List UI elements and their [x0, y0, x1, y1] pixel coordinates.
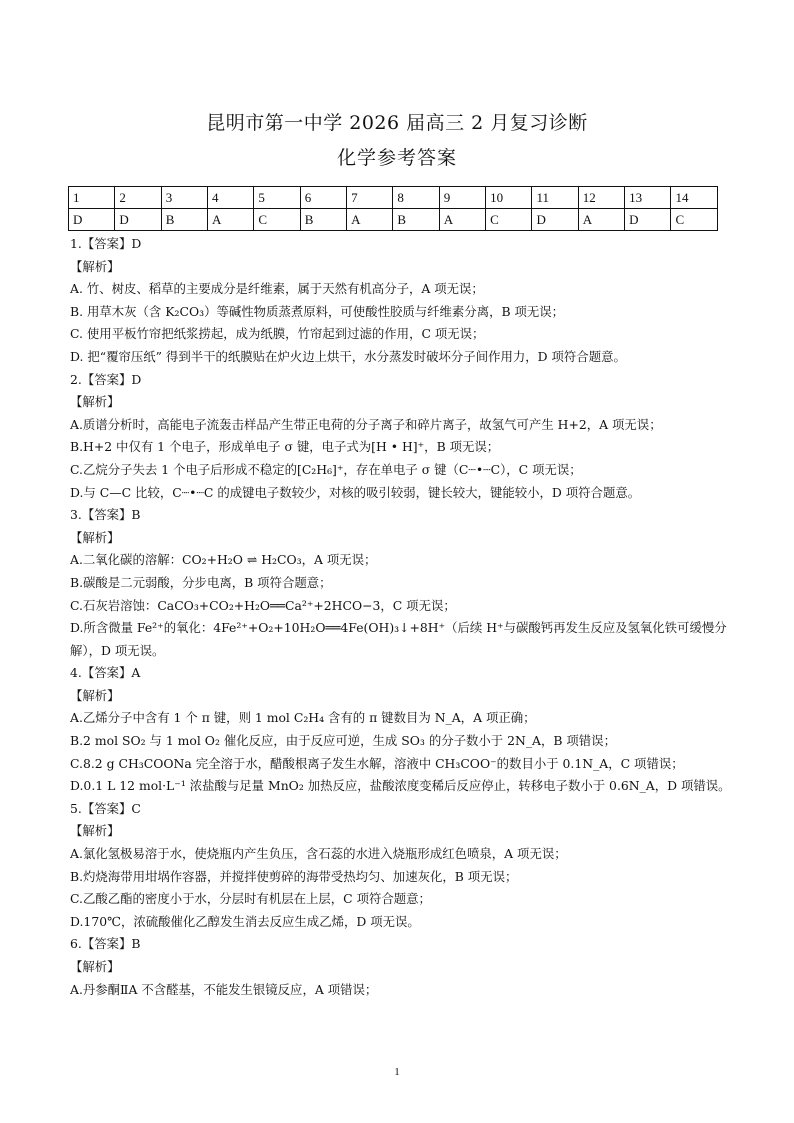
analysis-heading: 【解析】	[70, 394, 120, 410]
answer-heading: 5.【答案】C	[70, 800, 141, 816]
question-number: 7	[347, 187, 393, 209]
explanation-line: C.8.2 g CH₃COONa 完全溶于水，醋酸根离子发生水解，溶液中 CH₃COO⁻的数目小于 0.1N_A，C 项错误；	[70, 755, 684, 771]
question-number: 6	[300, 187, 346, 209]
answer-cell: D	[532, 209, 578, 231]
explanation-line: B.碳酸是二元弱酸，分步电离，B 项符合题意；	[70, 574, 332, 590]
explanation-line: C. 使用平板竹帘把纸浆捞起，成为纸膜，竹帘起到过滤的作用，C 项无误；	[70, 326, 485, 342]
page-number: 1	[394, 1066, 400, 1078]
answer-cell: C	[254, 209, 300, 231]
explanation-line: C.乙烷分子失去 1 个电子后形成不稳定的[C₂H₆]⁺，存在单电子 σ 键（C┈•┈C），C 项无误；	[70, 461, 582, 477]
answer-explanations	[70, 233, 732, 1001]
explanation-line: C.石灰岩溶蚀：CaCO₃+CO₂+H₂O══Ca²⁺+2HCO−3，C 项无误；	[70, 597, 456, 613]
answer-cell: A	[578, 209, 624, 231]
answer-cell: B	[393, 209, 439, 231]
question-number: 4	[208, 187, 254, 209]
explanation-line: C.乙酸乙酯的密度小于水，分层时有机层在上层，C 项符合题意；	[70, 891, 431, 907]
answer-cell: D	[625, 209, 671, 231]
question-number: 2	[115, 187, 161, 209]
question-number: 11	[532, 187, 578, 209]
explanation-line: B. 用草木灰（含 K₂CO₃）等碱性物质蒸煮原料，可使酸性胶质与纤维素分离，B 项无误；	[70, 303, 565, 319]
explanation-line: B.2 mol SO₂ 与 1 mol O₂ 催化反应，由于反应可逆，生成 SO₃ 的分子数小于 2N_A，B 项错误；	[70, 733, 616, 749]
answer-cell: A	[439, 209, 485, 231]
explanation-line: A.二氧化碳的溶解：CO₂+H₂O ⇌ H₂CO₃，A 项无误；	[70, 552, 377, 568]
answer-heading: 1.【答案】D	[70, 236, 142, 251]
analysis-heading: 【解析】	[70, 529, 120, 545]
analysis-heading: 【解析】	[70, 258, 120, 274]
question-number: 14	[671, 187, 718, 209]
explanation-line: A. 竹、树皮、稻草的主要成分是纤维素，属于天然有机高分子，A 项无误；	[70, 281, 484, 297]
page-title: 昆明市第一中学 2026 届高三 2 月复习诊断	[206, 112, 588, 134]
question-number: 3	[161, 187, 207, 209]
question-number: 12	[578, 187, 624, 209]
question-number: 13	[625, 187, 671, 209]
answer-cell: D	[69, 209, 115, 231]
answer-cell: A	[347, 209, 393, 231]
explanation-line: D. 把“覆帘压纸” 得到半干的纸膜贴在炉火边上烘干，水分蒸发时破坏分子间作用力，D 项符合题意。	[70, 348, 626, 364]
answer-table-number-row	[69, 187, 718, 209]
analysis-heading: 【解析】	[70, 823, 120, 839]
explanation-line: B.灼烧海带用坩埚作容器，并搅拌使剪碎的海带受热均匀、加速灰化，B 项无误；	[70, 868, 518, 884]
explanation-line: D.与 C—C 比较，C┈•┈C 的成键电子数较少，对核的吸引较弱，键长较大，键能较小，D 项符合题意。	[70, 484, 641, 500]
question-number: 9	[439, 187, 485, 209]
explanation-line: D.所含微量 Fe²⁺的氧化：4Fe²⁺+O₂+10H₂O══4Fe(OH)₃↓+8H⁺（后续 H⁺与碳酸钙再发生反应及氢氧化铁可缓慢分解），D 项无误。	[70, 620, 727, 658]
answer-cell: A	[208, 209, 254, 231]
answer-cell: B	[161, 209, 207, 231]
question-number: 8	[393, 187, 439, 209]
question-number: 1	[69, 187, 115, 209]
explanation-line: A.乙烯分子中含有 1 个 π 键，则 1 mol C₂H₄ 含有的 π 键数目为 N_A，A 项正确；	[70, 710, 536, 726]
explanation-line: B.H+2 中仅有 1 个电子，形成单电子 σ 键，电子式为[H • H]⁺，B 项无误；	[70, 439, 500, 455]
question-number: 5	[254, 187, 300, 209]
answer-heading: 2.【答案】D	[70, 371, 142, 387]
explanation-line: D.170℃，浓硫酸催化乙醇发生消去反应生成乙烯，D 项无误。	[70, 913, 420, 929]
answer-cell: B	[300, 209, 346, 231]
answer-table	[68, 186, 718, 231]
question-number: 10	[486, 187, 532, 209]
answer-heading: 3.【答案】B	[70, 507, 141, 523]
answer-cell: C	[671, 209, 718, 231]
analysis-heading: 【解析】	[70, 959, 120, 974]
explanation-line: A.质谱分析时，高能电子流轰击样品产生带正电荷的分子离子和碎片离子，故氢气可产生 H+2，A 项无误；	[70, 416, 662, 432]
page-subtitle: 化学参考答案	[336, 147, 457, 169]
answer-heading: 4.【答案】A	[70, 665, 141, 681]
answer-cell: C	[486, 209, 532, 231]
answer-table-answer-row	[69, 209, 718, 231]
answer-cell: D	[115, 209, 161, 231]
answer-heading: 6.【答案】B	[70, 936, 141, 952]
analysis-heading: 【解析】	[70, 687, 120, 703]
explanation-line: A.氯化氢极易溶于水，使烧瓶内产生负压，含石蕊的水进入烧瓶形成红色喷泉，A 项无误；	[70, 846, 567, 862]
explanation-line: D.0.1 L 12 mol·L⁻¹ 浓盐酸与足量 MnO₂ 加热反应，盐酸浓度变稀后反应停止，转移电子数小于 0.6N_A，D 项错误。	[70, 778, 731, 794]
explanation-line: A.丹参酮ⅡA 不含醛基，不能发生银镜反应，A 项错误；	[70, 981, 378, 997]
